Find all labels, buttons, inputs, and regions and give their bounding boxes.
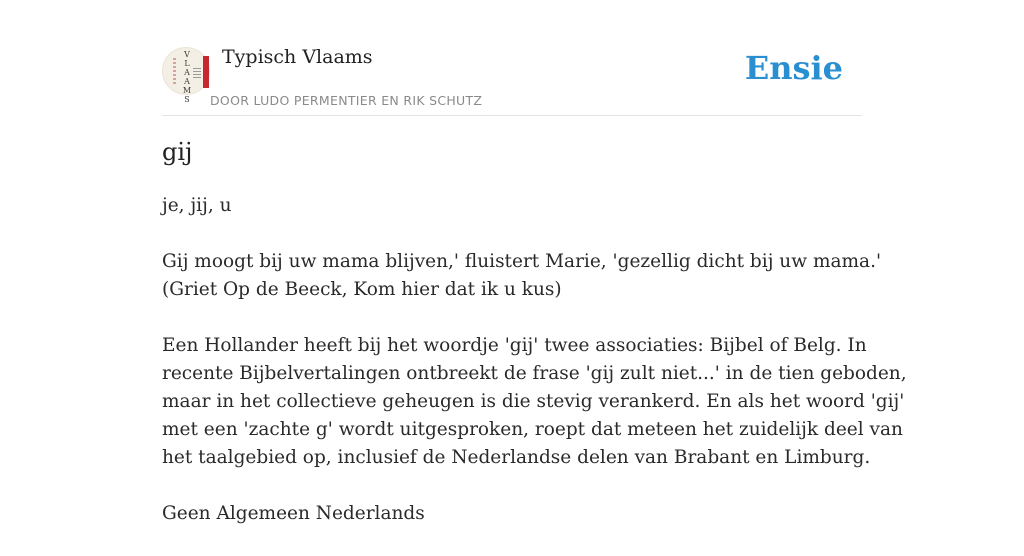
entry-paragraph	[162, 332, 907, 472]
entry-quote-block	[162, 248, 882, 304]
avatar-decoration	[203, 56, 209, 88]
author-byline: DOOR LUDO PERMENTIER EN RIK SCHUTZ	[210, 93, 483, 108]
paragraph-line: recente Bijbelvertalingen ontbreekt de frase 'gij zult niet...' in de tien geboden,	[162, 363, 907, 384]
avatar-decoration	[193, 68, 201, 80]
entry-cutoff-text: Geen Algemeen Nederlands	[162, 503, 425, 524]
entry-quote-source: (Griet Op de Beeck, Kom hier dat ik u kus)	[162, 279, 562, 300]
entry-body	[162, 192, 907, 556]
entry-quote: Gij moogt bij uw mama blijven,' fluistert Marie, 'gezellig dicht bij uw mama.'	[162, 251, 882, 272]
paragraph-line: met een 'zachte g' wordt uitgesproken, roept dat meteen het zuidelijk deel van	[162, 419, 903, 440]
avatar-logo-text: V L A A M S	[182, 50, 192, 104]
site-title[interactable]: Typisch Vlaams	[222, 46, 373, 68]
avatar-decoration	[173, 58, 176, 84]
paragraph-line: het taalgebied op, inclusief de Nederlandse delen van Brabant en Limburg.	[162, 447, 871, 468]
site-header	[162, 40, 862, 116]
entry-definition: je, jij, u	[162, 195, 232, 216]
entry-headword: gij	[162, 138, 193, 166]
paragraph-line: maar in het collectieve geheugen is die stevig verankerd. En als het woord 'gij'	[162, 391, 905, 412]
paragraph-line: Een Hollander heeft bij het woordje 'gij' twee associaties: Bijbel of Belg. In	[162, 335, 867, 356]
author-avatar[interactable]	[162, 47, 210, 104]
ensie-logo-link[interactable]: Ensie	[744, 49, 843, 87]
